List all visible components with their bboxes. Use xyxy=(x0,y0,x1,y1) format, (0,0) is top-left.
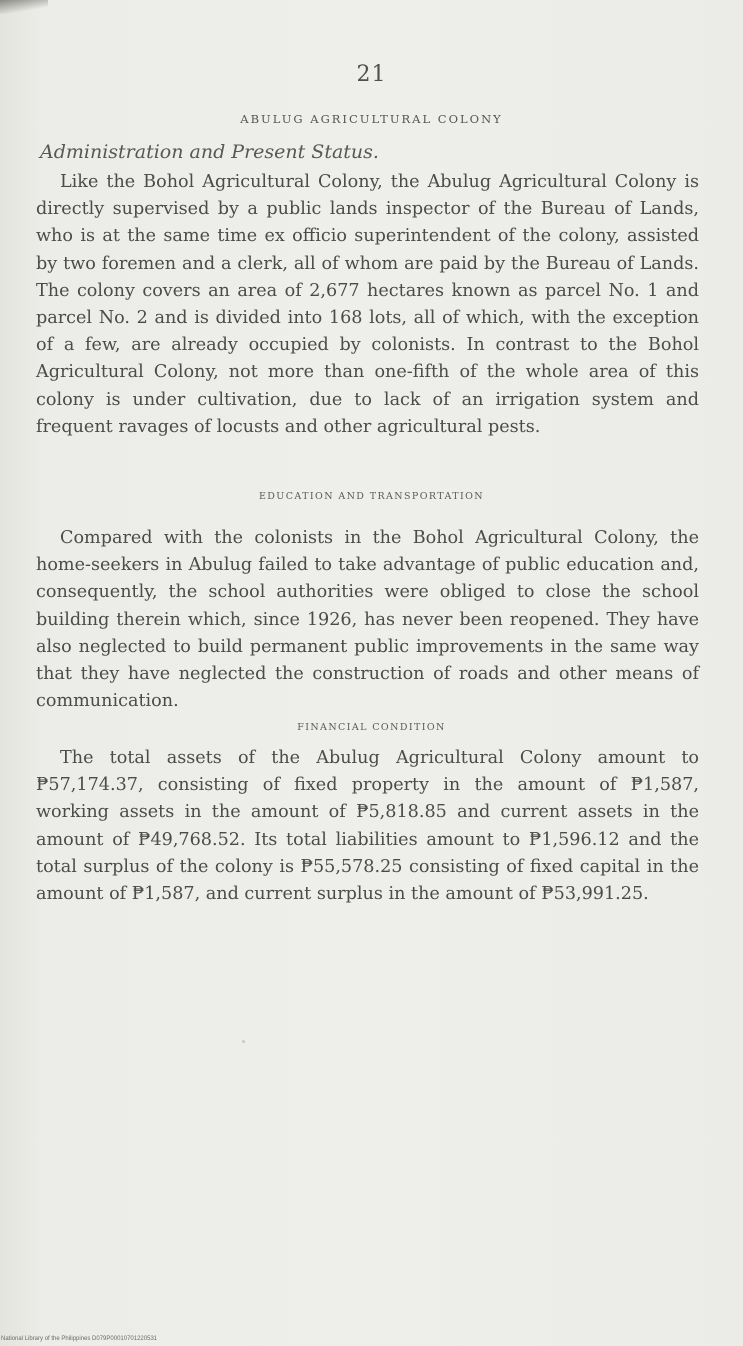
paragraph-education: Compared with the colonists in the Bohol Agricultural Colony, the home-seekers in Abulug failed to take advantage of public education and, consequently, the school authorities were obliged to close the school building therein which, since 1926, has never been reopened. They have also neglected to build permanent public improvements in the same way that they have neglected the construction of roads and other means of communication. xyxy=(36,528,699,712)
chapter-title: ABULUG AGRICULTURAL COLONY xyxy=(240,112,503,126)
scan-footer-label: National Library of the Philippines D079P00010701220531 xyxy=(1,1336,158,1342)
subsection-title: Administration and Present Status. xyxy=(40,141,379,163)
heading-financial-condition: FINANCIAL CONDITION xyxy=(297,722,446,733)
scan-speck xyxy=(242,1040,245,1043)
paragraph-financial: The total assets of the Abulug Agricultural Colony amount to ₱57,174.37, consisting of fixed property in the amount of ₱1,587, working assets in the amount of ₱5,818.85 and current assets in the amount of ₱49,768.52. Its total liabilities amount to ₱1,596.12 and the total surplus of the colony is ₱55,578.25 consisting of fixed capital in the amount of ₱1,587, and current surplus in the amount of ₱53,991.25. xyxy=(36,748,699,905)
heading-education-transportation: EDUCATION AND TRANSPORTATION xyxy=(258,491,485,502)
paragraph-administration: Like the Bohol Agricultural Colony, the Abulug Agricultural Colony is directly supervised by a public lands inspector of the Bureau of Lands, who is at the same time ex officio superintendent of the colony, assisted by two foremen and a clerk, all of whom are paid by the Bureau of Lands. The colony covers an area of 2,677 hectares known as parcel No. 1 and parcel No. 2 and is divided into 168 lots, all of which, with the exception of a few, are already occupied by colonists. In contrast to the Bohol Agricultural Colony, not more than one-fifth of the whole area of this colony is under cultivation, due to lack of an irrigation system and frequent ravages of locusts and other agricultural pests. xyxy=(36,172,699,437)
scan-corner-mark xyxy=(0,0,48,14)
page-number: 21 xyxy=(356,62,387,87)
